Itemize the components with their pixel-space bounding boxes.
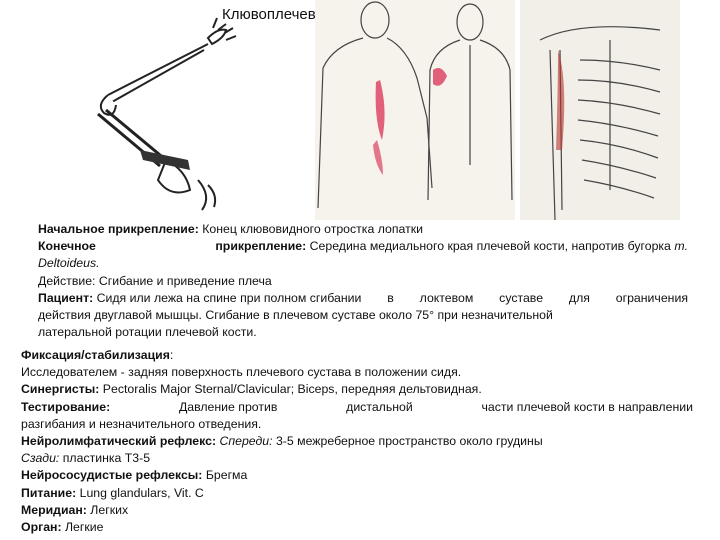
testing-line: Тестирование: Давление против дистальной части плечевой кости в направлении (21, 399, 693, 414)
fixation-heading: Фиксация/стабилизация: (21, 348, 174, 362)
nv-reflex-line: Нейрососудистые рефлексы: Брегма (21, 468, 248, 483)
muscle-attachment-block (38, 221, 688, 341)
rib-cage-illustration (520, 0, 680, 220)
meridian-line: Меридиан: Легких (21, 502, 129, 517)
page-title: Клювоплечевая мышца (222, 6, 387, 23)
action-line: Действие: Сгибание и приведение плеча (38, 273, 272, 288)
patient-line: Пациент: Сидя или лежа на спине при полном сгибании в локтевом суставе для ограничения (38, 290, 688, 305)
insertion-line: Конечное прикрепление: Середина медиального края плечевой кости, напротив бугорка m. (38, 239, 688, 254)
details-block (21, 347, 701, 536)
patient-line-3: латеральной ротации плечевой кости. (38, 325, 257, 340)
nl-back-line: Сзади: пластинка Т3-5 (21, 451, 151, 466)
synergists-line: Синергисты: Pectoralis Major Sternal/Clavicular; Biceps, передняя дельтовидная. (21, 382, 482, 397)
insertion-line-cont: Deltoideus. (38, 256, 100, 271)
organ-line: Орган: Легкие (21, 520, 104, 535)
patient-line-2: действия двуглавой мышцы. Сгибание в плечевом суставе около 75° при незначительной (38, 308, 553, 323)
nutrition-line: Питание: Lung glandulars, Vit. C (21, 485, 204, 500)
arm-skeleton-illustration (48, 10, 248, 215)
fixation-text: Исследователем - задняя поверхность плечевого сустава в положении сидя. (21, 365, 462, 380)
testing-line-2: разгибания и незначительного отведения. (21, 416, 262, 431)
nl-reflex-line: Нейролимфатический рефлекс: Спереди: 3-5 межреберное пространство около грудины (21, 434, 543, 449)
origin-line: Начальное прикрепление: Конец клювовидного отростка лопатки (38, 222, 423, 236)
body-outline-illustration (315, 0, 515, 220)
